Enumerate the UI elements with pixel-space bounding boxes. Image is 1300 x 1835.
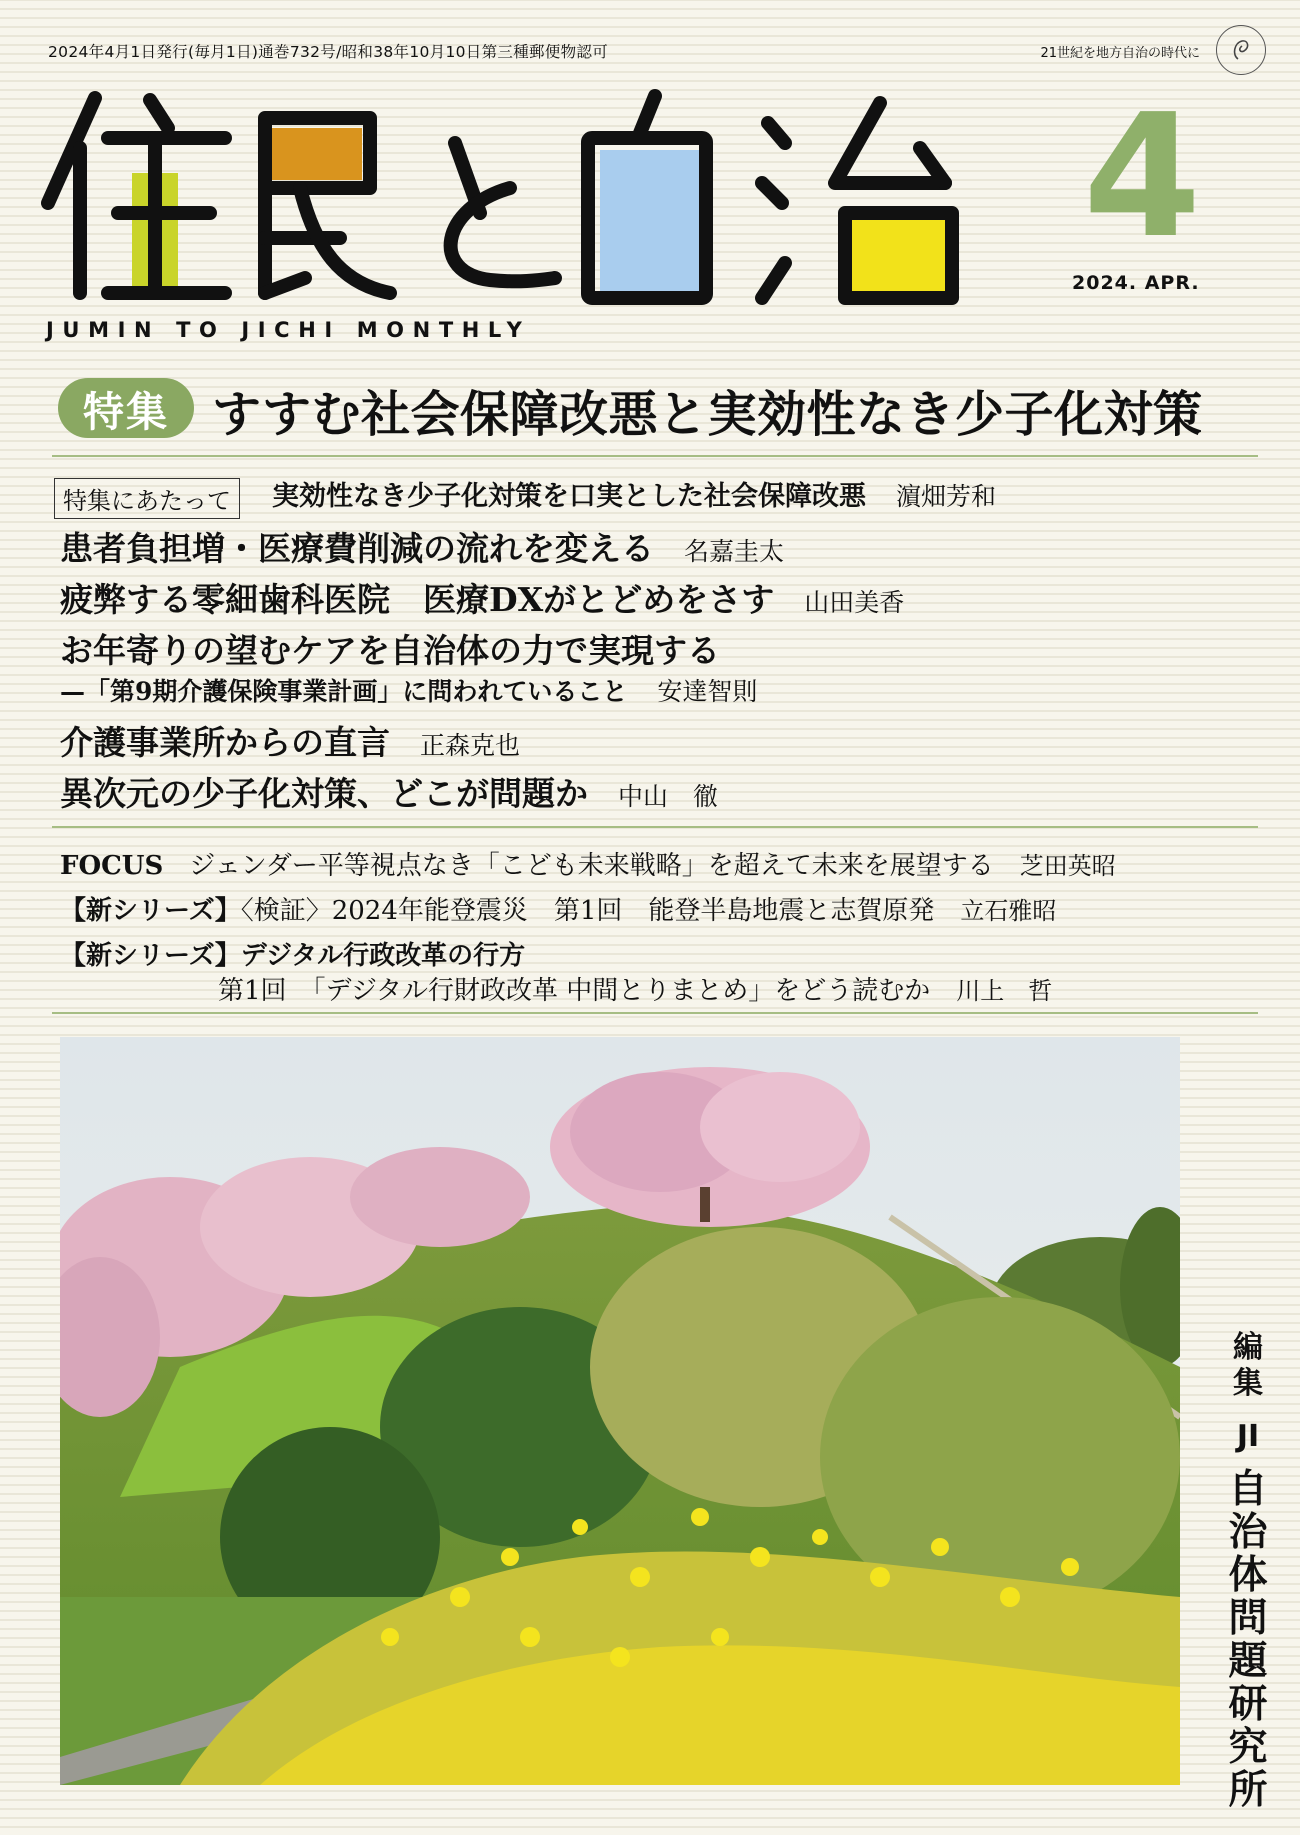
article-6 [60,768,718,815]
masthead-logo [40,88,1020,313]
series-noto [60,890,1056,927]
article-title: 疲弊する零細歯科医院 医療DXがとどめをさす [60,580,775,619]
series-subtitle: 第1回 「デジタル行財政改革 中間とりまとめ」をどう読むか [218,976,931,1006]
publication-info: 2024年4月1日発行(毎月1日)通巻732号/昭和38年10月10日第三種郵便物認可 [48,43,609,61]
article-5 [60,717,520,764]
article-3 [60,574,904,621]
series-digital [60,935,525,972]
masthead-char-chi [762,103,952,298]
series-author: 川上 哲 [956,977,1053,1005]
series-label: 【新シリーズ】 [60,941,241,971]
editor-label: 編集 [1233,1330,1263,1401]
publisher-logo: JI [1236,1419,1260,1454]
issue-date: 2024. APR. [1072,272,1200,294]
masthead-char-to [451,143,555,281]
article-author: 山田美香 [804,588,905,617]
emblem-icon [1216,25,1266,75]
feature-intro-tag: 特集にあたって [54,478,240,519]
series-label: 【新シリーズ】 [60,896,241,926]
article-title: 実効性なき少子化対策を口実とした社会保障改悪 [272,481,866,512]
feature-title: すすむ社会保障改悪と実効性なき少子化対策 [212,386,1203,443]
publisher-name: 自治体問題研究所 [1228,1467,1268,1813]
series-title: ジェンダー平等視点なき「こども未来戦略」を超えて未来を展望する [189,851,994,881]
issue-number: 4 [1083,78,1202,276]
divider [52,455,1258,457]
tagline: 21世紀を地方自治の時代に [1040,46,1200,61]
article-4-sub [60,672,757,708]
series-author: 芝田英昭 [1019,852,1116,880]
article-title: 異次元の少子化対策、どこが問題か [60,774,588,813]
cover-photo [60,1037,1180,1785]
masthead-char-ju [48,98,225,293]
series-title: デジタル行政改革の行方 [240,941,526,971]
article-title: 患者負担増・医療費削減の流れを変える [60,529,654,568]
article-author: 名嘉圭太 [684,537,785,566]
masthead-char-ji [588,96,706,298]
series-focus [60,845,1116,882]
article-author: 安達智則 [657,677,758,706]
article-author: 濵畑芳和 [896,482,997,511]
divider [52,1012,1258,1014]
article-4 [60,625,720,672]
article-subtitle: —「第9期介護保険事業計画」に問われていること [60,677,628,706]
series-label: FOCUS [60,851,164,881]
series-digital-sub [218,970,1052,1007]
series-title: 〈検証〉2024年能登震災 第1回 能登半島地震と志賀原発 [240,896,935,926]
masthead-subtitle: JUMIN TO JICHI MONTHLY [46,318,531,342]
article-author: 中山 徹 [618,782,719,811]
article-author: 正森克也 [420,731,521,760]
article-2 [60,523,784,570]
series-author: 立石雅昭 [960,897,1057,925]
divider [52,826,1258,828]
masthead-char-min [265,118,390,293]
article-title: お年寄りの望むケアを自治体の力で実現する [60,631,720,670]
feature-label: 特集 [58,378,194,438]
article-1 [272,474,996,513]
article-title: 介護事業所からの直言 [60,723,390,762]
